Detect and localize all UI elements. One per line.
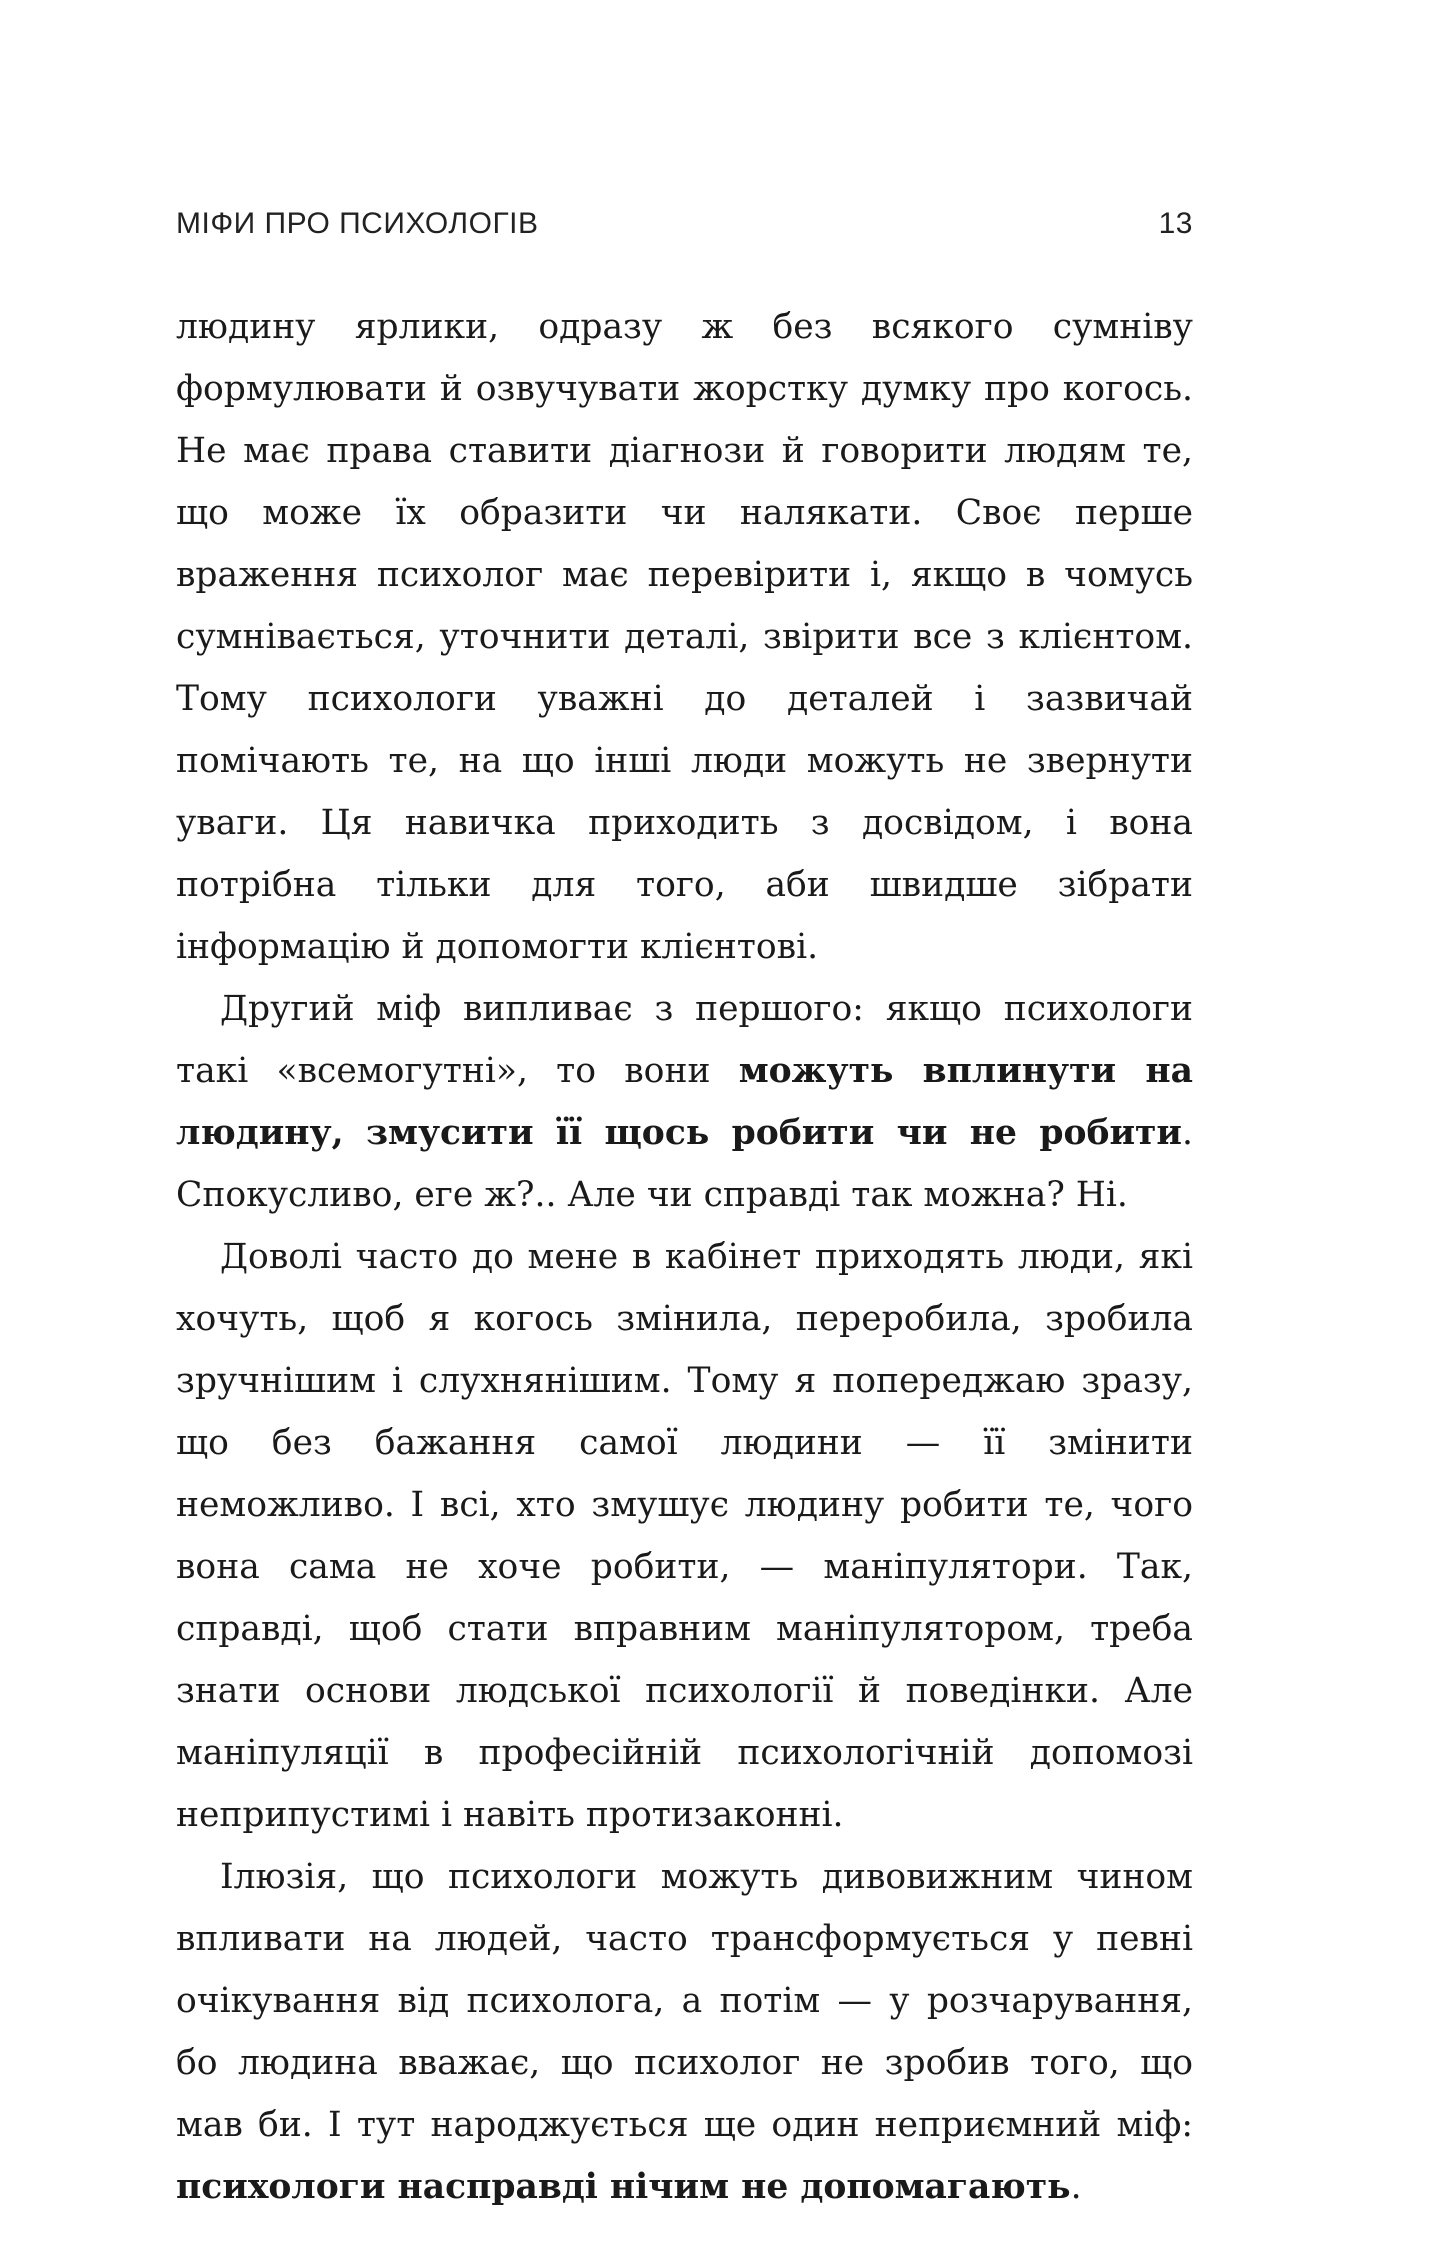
page-number: 13: [1158, 207, 1193, 240]
text-run: .: [1070, 2167, 1082, 2207]
running-header: [176, 207, 1193, 241]
text-run: . Спокусливо, еге ж?.. Але чи справді так можна? Ні.: [176, 1113, 1193, 1215]
running-title: МІФИ ПРО ПСИХОЛОГІВ: [176, 207, 539, 240]
bold-text-run: психологи насправді нічим не допомагають: [176, 2167, 1071, 2207]
paragraph-2: [176, 978, 1193, 1226]
text-run: Другий міф випливає з першого: якщо психологи такі «всемогутні», то вони: [176, 989, 1193, 1091]
paragraph-3: [176, 1226, 1193, 1846]
text-run: Доволі часто до мене в кабінет приходять люди, які хочуть, щоб я когось змінила, переробила, зробила зручнішим і слухнянішим. Тому я попереджаю зразу, що без бажання самої людини — її змінити неможливо. І всі, хто змушує людину робити те, чого вона сама не хоче робити, — маніпулятори. Так, справді, щоб стати вправним маніпулятором, треба знати основи людської психології й поведінки. Але маніпуляції в професійній психологічній допомозі неприпустимі і навіть протизаконні.: [176, 1237, 1193, 1835]
bold-text-run: можуть вплинути на людину, змусити її щось робити чи не робити: [176, 1051, 1193, 1153]
text-run: людину ярлики, одразу ж без всякого сумніву формулювати й озвучувати жорстку думку про когось. Не має права ставити діагнози й говорити людям те, що може їх образити чи налякати. Своє перше враження психолог має перевірити і, якщо в чомусь сумнівається, уточнити деталі, звірити все з клієнтом. Тому психологи уважні до деталей і зазвичай помічають те, на що інші люди можуть не звернути уваги. Ця навичка приходить з досвідом, і вона потрібна тільки для того, аби швидше зібрати інформацію й допомогти клієнтові.: [176, 307, 1193, 967]
text-run: Ілюзія, що психологи можуть дивовижним чином впливати на людей, часто трансформується у певні очікування від психолога, а потім — у розчарування, бо людина вважає, що психолог не зробив того, що мав би. І тут народжується ще один неприємний міф:: [176, 1857, 1193, 2145]
body-text: [176, 296, 1193, 2218]
paragraph-4: [176, 1846, 1193, 2218]
paragraph-1: [176, 296, 1193, 978]
